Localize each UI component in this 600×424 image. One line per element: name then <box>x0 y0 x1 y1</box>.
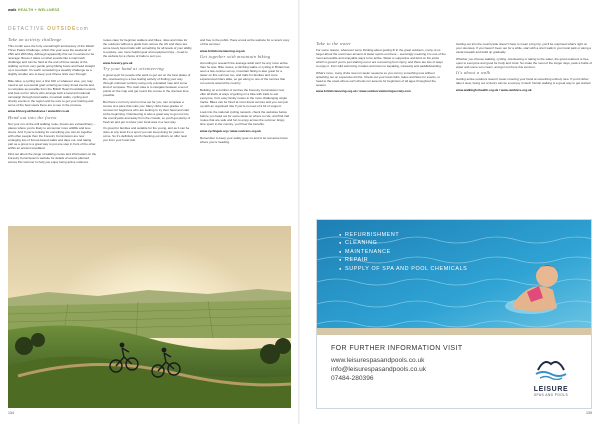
paragraph: Not your run-of-the-mill walking route, forests are extraordinary – places where you're likely to encounter more wildlife and less stress. And if you're looking for something you can do together with other people then the Forestry Commission are now arranging lots of Forest-based walks and days out, and taking part as a group is a great way to put one step in front of the other within an ancient woodland. <box>8 121 96 150</box>
ad-service-label: MAINTENANCE <box>345 248 391 255</box>
left-column-1 <box>8 38 97 167</box>
heading-activity-challenge: Take an activity challenge <box>8 37 62 42</box>
ad-website-link[interactable]: www.leisurespasandpools.co.uk <box>331 357 425 364</box>
leisure-logo-name: LEISURE <box>533 386 569 393</box>
web-link[interactable]: www.britishorienteering.org.uk <box>200 48 245 53</box>
ad-services-list <box>339 231 467 273</box>
paragraph: For some reason, whenever we're thinking about getting fit in the great outdoors, many of us forget about the enormous amount of water sports out there – seemingly meaning it is one of the most accessible and enjoyable ways to be active. Water is supportive and kind on the joints which is great if you're just starting out or are recovering from injury, and there are lots of ways to enjoy it, from wild swimming in lakes and rivers to kayaking, canoeing and paddleboarding. <box>316 48 446 68</box>
paragraph: Building on a number of centres the Forestry Commission now offer all kinds of ways of getting on a bike with trails to suit everyone, from easy family routes to the more challenging single tracks. Bikes can be hired at most forest centres and you can join up with an organised ride if you're in need of a bit of support. <box>200 87 289 108</box>
web-link[interactable]: www.walkingforhealth.org.uk / www.ramblers.org.uk <box>456 87 532 92</box>
web-link[interactable]: www.britishcanoeing.org.uk / www.outdoorswimmingsociety.com <box>316 89 411 94</box>
leisure-logo-icon <box>534 354 568 380</box>
ad-service-label: REPAIR <box>345 257 369 264</box>
paragraph: It's great for families and suitable for the young, and as it can be done at any level it's a sport you can keep doing for years to come. So it's definitely worth checking out what's on offer near you from your local club. <box>103 126 190 143</box>
ad-service-item: ● CLEANING <box>339 240 378 247</box>
web-link[interactable]: www.bhf.org.uk/fundraise / www.bhf.co.uk <box>8 109 70 114</box>
section-name: HEALTH + WELLNESS <box>17 8 60 12</box>
ad-service-item: ● REFURBISHMENT <box>339 232 400 238</box>
heading-mountain-biking: Get together with mountain biking <box>200 54 271 60</box>
ad-service-label: REFURBISHMENT <box>345 232 400 238</box>
ad-service-label: CLEANING <box>345 240 378 247</box>
heading-water: Take to the water <box>316 41 352 46</box>
right-column-1 <box>316 42 446 96</box>
paragraph: routes cater for beginner walkers and hikes, rides and rides for the outdoors without a guide from across the UK and there are some lovely forest trails with something for all levels of your ability to explore, see more helpful gear and equipment tips – head to the website for a choice of trails to suit you. <box>103 38 192 58</box>
paragraph: Getting active outdoors doesn't mean covering your hand at something entirely new. If you'd rather take it slow, being out of doors can be a real joy in itself. Nordic walking is a great way to get started. <box>456 77 592 86</box>
section-tag <box>8 26 89 32</box>
heading-walk: It's about a walk <box>456 70 491 76</box>
paragraph: Look into the national cycling network, check the websites below before you head out for some ideas on where to ride, and find trail routes that are safe and fun to enjoy across the summer. Enjoy time spent in the country, you'll feel the benefits. <box>200 110 289 127</box>
paragraph: A great sport for people who want to get out on the best plates of life, orienteering is a free feeling activity of finding your way through unknown territory using only a detailed map and some kind of compass. The main idea is to navigate between a set of points on the map and get round the course in the shortest time possible. <box>103 73 191 98</box>
ad-info-heading: FOR FURTHER INFORMATION VISIT <box>331 345 463 352</box>
page-number-right: 135 <box>586 411 592 415</box>
section-tag-suffix: com <box>76 26 89 32</box>
paragraph: Remember to keep your safety gear on and to let someone know where you're heading. <box>200 135 288 144</box>
ad-service-item: ● REPAIR <box>339 257 369 264</box>
web-link[interactable]: www.forestry.gov.uk <box>103 60 133 65</box>
paragraph: Whether you choose walking, cycling, orienteering or taking to the water, the great outdoors is free, open to everyone and good for body and mind. So make the most of the longer days, pack a bottle of water and some sun cream, and get out there this summer. <box>456 56 593 69</box>
heading-orienteering: Try your hand at orienteering <box>103 66 164 72</box>
ad-contact-info <box>331 344 463 383</box>
ad-phone-number[interactable]: 07484-280396 <box>331 375 374 382</box>
paragraph: But there's no hurry and no time set for you, can complete a course at a pace that suits you. Many clubs have grades of courses for beginners who are looking to try their hand and start at the beginning. Orienteering is also a great way to get out into the countryside and away from the crowds, so you'll get plenty of fresh air and get to know your local area in a new way. <box>103 99 191 124</box>
mountain-bike-photo <box>8 226 291 408</box>
paragraph: What's more, many clubs now run taster sessions so you can try something new without splashing out on expensive kit first. Check out your local clubs, lakes and lidos for events, or head to the coast where surf schools run lessons for beginners of all ages throughout the season. <box>316 70 441 87</box>
running-head <box>8 8 60 12</box>
heading-forest: Head out into the forest <box>8 114 57 120</box>
left-column-3 <box>200 38 290 146</box>
section-tag-word: OUTSIDE <box>47 26 77 32</box>
paragraph: and free to the public. Have a look at the website for a recent copy of this summer. <box>200 38 290 46</box>
web-link[interactable]: www.cyclinguk.org / www.sustrans.org.uk <box>200 128 261 133</box>
landscape-illustration <box>8 226 291 408</box>
right-column-2 <box>456 42 592 94</box>
ad-service-label: SUPPLY OF SPA AND POOL CHEMICALS <box>345 265 468 272</box>
paragraph: Find out about the range of walking routes and information on the Forestry Commission's website for details of events planned across this summer to help you enjoy being active outdoors. <box>8 152 97 165</box>
magazine-brand: walk <box>8 8 17 12</box>
ad-email-link[interactable]: info@leisurespasandpools.co.uk <box>331 366 427 373</box>
paragraph: According to research the average adult can't be any more active than he was. Bike routes, a climbing walks or cycling in Britain has seen a few centres set up, mountain biking is also great for a taster on this summer too, and trails for families and more experienced riders alike, so get along to one of the centres that run events around the country. <box>200 61 290 86</box>
paragraph: Getting out into the countryside doesn't have to mean a big trip, you'll be surprised what's right on your doorstep. If you haven't been out for a while, start with a short walk in your local park or along a canal towpath and build up gradually. <box>456 42 592 54</box>
page-number-left: 134 <box>8 411 14 415</box>
left-column-2 <box>103 38 192 145</box>
ad-service-item: ● SUPPLY OF SPA AND POOL CHEMICALS <box>339 265 468 272</box>
paragraph: This month sees the forty-somethingth anniversary of the Welsh Three Peaks Challenge, which this year sees the weekend of 25th and 26th May. Although apparently first set in earnest to be 'average' fitness it takes on what sounds like a mammoth challenge and can be hard at the end of three weeks of the walking up from very gentle going hiking boots and head straight up a mountain. It's worth considering a steadily challenge as a slightly smaller one to keep your fitness ticks over through. <box>8 44 95 76</box>
paragraph: Bike rides, a cycling tour, a first 10K or whatever else, you may need to set a personal goal: entering as many timed events and to complete as possible from the British Heart Foundation events, and look out for others who arrange both a local and national campaign through local walks, mountain walks, cycling and charity events in the region and be sure to get your training and some of the best views there are to see in the process. <box>8 78 97 107</box>
leisure-logo <box>523 354 579 397</box>
section-tag-prefix: DETACTIVE <box>8 26 45 32</box>
leisure-spas-advert[interactable] <box>316 219 592 409</box>
ad-service-item: ● MAINTENANCE <box>339 248 391 255</box>
leisure-logo-tagline: SPAS AND POOLS <box>533 393 569 397</box>
